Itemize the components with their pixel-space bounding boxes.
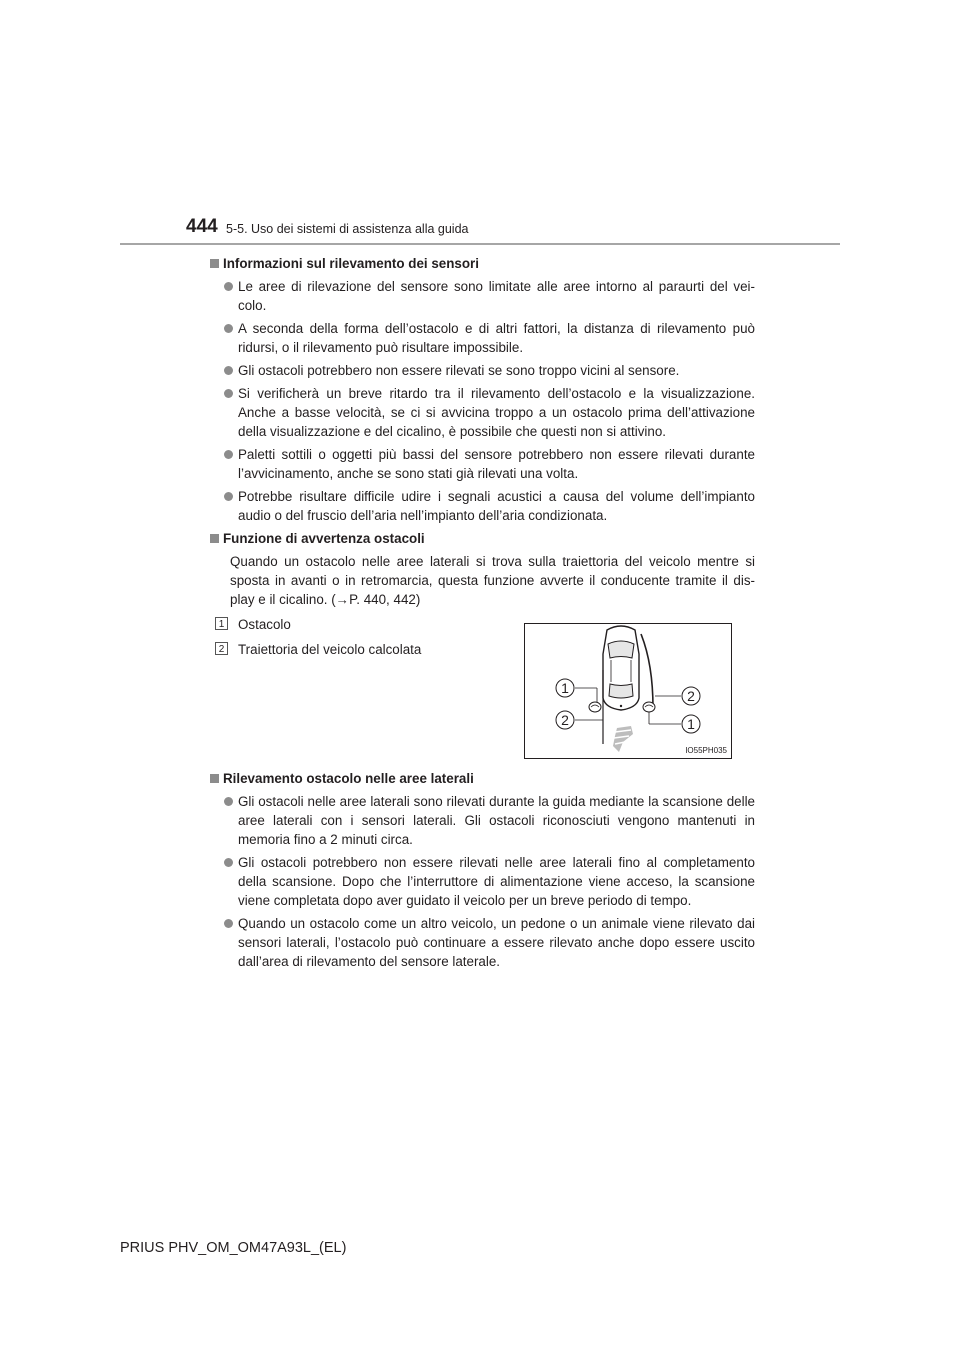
list-item: A seconda della forma dell’ostacolo e di altri fattori, la distanza di rilevamento può ridursi, o il rilevamento può risultare impossibile. bbox=[210, 319, 755, 357]
figure-code: IO55PH035 bbox=[685, 746, 727, 755]
obstacle-marker-right bbox=[643, 702, 655, 712]
section-heading-obstacle-warning: Funzione di avvertenza ostacoli bbox=[210, 529, 755, 548]
legend-item-trajectory: 2 Traiettoria del veicolo calcolata bbox=[210, 640, 421, 659]
list-item: Gli ostacoli nelle aree laterali sono rilevati durante la guida mediante la scansione delle aree laterali con i sensori laterali. Gli ostacoli riconosciuti vengono mantenuti in memoria fino a 2 minuti circa. bbox=[210, 792, 755, 849]
callout-number-badge: 1 bbox=[215, 617, 228, 630]
callout-label: 2 bbox=[561, 712, 569, 728]
main-content bbox=[210, 254, 755, 975]
round-bullet-icon bbox=[224, 389, 233, 398]
list-item: Paletti sottili o oggetti più bassi del sensore potrebbero non essere rilevati durante l’avvicinamento, anche se sono stati già rilevati una volta. bbox=[210, 445, 755, 483]
header-divider bbox=[120, 243, 840, 245]
round-bullet-icon bbox=[224, 858, 233, 867]
section-heading-side-detection: Rilevamento ostacolo nelle aree laterali bbox=[210, 769, 755, 788]
round-bullet-icon bbox=[224, 797, 233, 806]
legend-item-obstacle: 1 Ostacolo bbox=[210, 615, 291, 634]
obstacle-marker-left bbox=[589, 702, 601, 712]
document-footer: PRIUS PHV_OM_OM47A93L_(EL) bbox=[120, 1240, 347, 1256]
list-item: Si verificherà un breve ritardo tra il rilevamento dell’ostacolo e la visualizzazione. Anche a basse velocità, se ci si avvicina troppo a un ostacolo prima dell’attivazione della visualizzazione e del cicalino, è possibile che questi non si attivino. bbox=[210, 384, 755, 441]
round-bullet-icon bbox=[224, 492, 233, 501]
rear-window-shape bbox=[609, 684, 633, 698]
square-bullet-icon bbox=[210, 534, 219, 543]
figure-row bbox=[210, 615, 755, 760]
round-bullet-icon bbox=[224, 282, 233, 291]
vehicle-trajectory-figure bbox=[524, 623, 732, 759]
list-item: Gli ostacoli potrebbero non essere rilevati nelle aree laterali fino al completamento della scansione. Dopo che l’interruttore di alimentazione viene acceso, la scansione viene completata dopo aver guidato il veicolo per un breve periodo di tempo. bbox=[210, 853, 755, 910]
round-bullet-icon bbox=[224, 450, 233, 459]
page-number: 444 bbox=[186, 216, 218, 237]
chapter-title: 5-5. Uso dei sistemi di assistenza alla guida bbox=[226, 222, 469, 236]
round-bullet-icon bbox=[224, 324, 233, 333]
list-item: Quando un ostacolo come un altro veicolo, un pedone o un animale viene rilevato dai sensori laterali, l’ostacolo può continuare a essere rilevato anche dopo essere uscito dall’area di rilevamento del sensore laterale. bbox=[210, 914, 755, 971]
callout-label: 1 bbox=[687, 716, 695, 732]
round-bullet-icon bbox=[224, 366, 233, 375]
warning-description: Quando un ostacolo nelle aree laterali si trova sulla traiettoria del veicolo mentre si sposta in avanti o in retromarcia, questa funzione avverte il conducente tramite il dis-play e il cicalino. (→P. 440, 442) bbox=[230, 554, 755, 607]
callout-label: 2 bbox=[687, 688, 695, 704]
list-item: Potrebbe risultare difficile udire i segnali acustici a causa del volume dell’impianto audio o del fruscio dell’aria nell’impianto dell’aria condizionata. bbox=[210, 487, 755, 525]
square-bullet-icon bbox=[210, 259, 219, 268]
section-heading-sensor-detection: Informazioni sul rilevamento dei sensori bbox=[210, 254, 755, 273]
list-item: Gli ostacoli potrebbero non essere rilevati se sono troppo vicini al sensore. bbox=[210, 361, 755, 380]
callout-number-badge: 2 bbox=[215, 642, 228, 655]
list-item: Le aree di rilevazione del sensore sono limitate alle aree intorno al paraurti del vei-colo. bbox=[210, 277, 755, 315]
trajectory-line-right bbox=[641, 634, 653, 708]
car-top-view-illustration bbox=[525, 624, 731, 758]
square-bullet-icon bbox=[210, 774, 219, 783]
round-bullet-icon bbox=[224, 919, 233, 928]
callout-label: 1 bbox=[561, 680, 569, 696]
windshield-shape bbox=[608, 641, 634, 658]
